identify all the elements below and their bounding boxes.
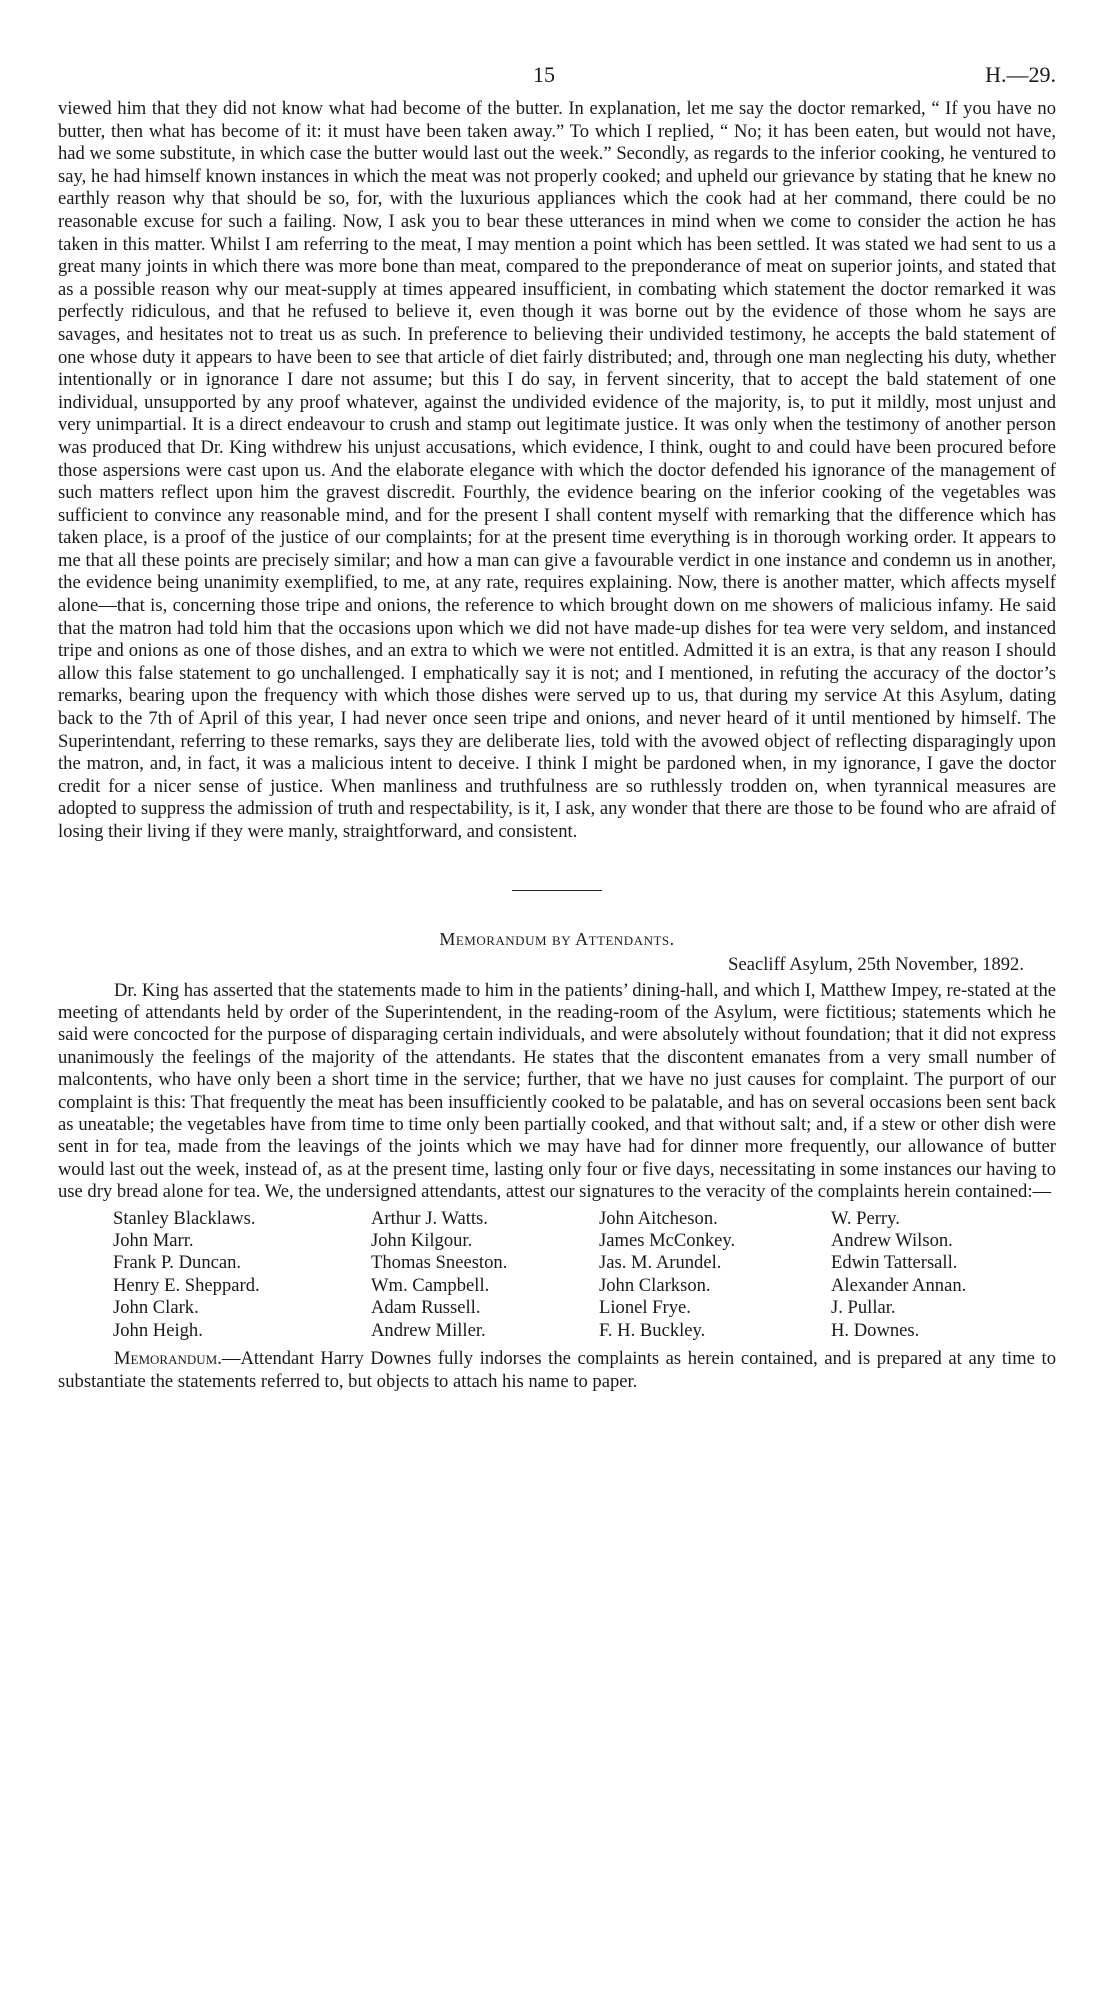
signatory: John Kilgour.	[371, 1230, 473, 1252]
signatory: F. H. Buckley.	[599, 1319, 706, 1341]
signatories-column	[831, 1208, 1051, 1342]
section-divider	[512, 890, 602, 891]
signatory: John Aitcheson.	[599, 1207, 718, 1229]
signatory: J. Pullar.	[831, 1297, 896, 1319]
signatories-table	[113, 1208, 1056, 1342]
signatory: Henry E. Sheppard.	[113, 1274, 260, 1296]
signatory: John Marr.	[113, 1230, 194, 1252]
memorandum-dateline: Seacliff Asylum, 25th November, 1892.	[728, 953, 1024, 975]
memorandum-title: Memorandum by Attendants.	[439, 928, 675, 949]
signatories-column	[599, 1208, 831, 1342]
signatory: Jas. M. Arundel.	[599, 1252, 722, 1274]
signatory: Wm. Campbell.	[371, 1274, 490, 1296]
signatory: James McConkey.	[599, 1230, 736, 1252]
signatory: H. Downes.	[831, 1319, 920, 1341]
signatory: Adam Russell.	[371, 1297, 481, 1319]
second-memorandum-text: —Attendant Harry Downes fully indorses the complaints as herein contained, and is prepared at any time to substantiate the statements referred to, but objects to attach his name to paper.	[58, 1348, 1056, 1392]
signatories-column	[113, 1208, 371, 1342]
signatory: Thomas Sneeston.	[371, 1252, 508, 1274]
signatory: Alexander Annan.	[831, 1274, 967, 1296]
memorandum-body: Dr. King has asserted that the statements made to him in the patients’ dining-hall, and which I, Matthew Impey, re-stated at the meeting of attendants held by order of the Superintendent, in the reading-room of the Asylum, were fictitious; statements which he said were concocted for the purpose of disparaging certain individuals, and were absolutely without foundation; that it did not express unanimously the feelings of the majority of the attendants. He states that the discontent emanates from a very small number of malcontents, who have only been a short time in the service; further, that we have no just causes for complaint. The purport of our complaint is this: That frequently the meat has been insufficiently cooked to be palatable, and has on several occasions been sent back as uneatable; the vegetables have from time to time only been partially cooked, and that without salt; and, if a stew or other dish were sent in for tea, made from the leavings of the joints which we may have had for dinner more frequently, our allowance of butter would last out the week, instead of, as at the present time, lasting only four or five days, necessitating in some instances our having to use dry bread alone for tea. We, the undersigned attendants, attest our signatures to the veracity of the complaints herein contained:—	[58, 979, 1056, 1203]
second-memorandum-label: Memorandum.	[114, 1348, 222, 1370]
page-header	[58, 58, 1056, 98]
continuation-paragraph: viewed him that they did not know what had become of the butter. In explanation, let me say the doctor remarked, “ If you have no butter, then what has become of it: it must have been taken away.” To which I replied, “ No; it has been eaten, but would not have, had we some substitute, in which case the butter would last out the week.” Secondly, as regards to the inferior cooking, he ventured to say, he had himself known instances in which the meat was not properly cooked; and upheld our grievance by stating that he knew no earthly reason why that should be so, for, with the luxurious appliances which the cook had at her command, there could be no reasonable excuse for such a failing. Now, I ask you to bear these utterances in mind when we come to consider the action he has taken in this matter. Whilst I am referring to the meat, I may mention a point which has been settled. It was stated we had sent to us a great many joints in which there was more bone than meat, compared to the preponderance of meat on superior joints, and stated that as a possible reason why our meat-supply at times appeared insufficient, in combating which statement the doctor remarked it was perfectly ridiculous, and that he refused to believe it, even though it was borne out by the evidence of those whom he says are savages, and hesitates not to treat us as such. In preference to believing their undivided testimony, he accepts the bald statement of one whose duty it appears to have been to see that article of diet fairly distributed; and, through one man neglecting his duty, whether intentionally or in ignorance I dare not assume; but this I do say, in fervent sincerity, that to accept the bald statement of one individual, unsupported by any proof whatever, against the undivided evidence of the majority, is, to put it mildly, most unjust and very unimpartial. It is a direct endeavour to crush and stamp out legitimate justice. It was only when the testimony of another person was produced that Dr. King withdrew his unjust accusations, which evidence, I think, ought to and could have been procured before those aspersions were cast upon us. And the elaborate elegance with which the doctor defended his ignorance of the management of such matters reflect upon him the gravest discredit. Fourthly, the evidence bearing on the inferior cooking of the vegetables was sufficient to convince any reasonable mind, and for the present I shall content myself with remarking that the difference which has taken place, is a proof of the justice of our complaints; for at the present time everything is in thorough working order. It appears to me that all these points are precisely similar; and how a man can give a favourable verdict in one instance and condemn us in another, the evidence being unanimity exemplified, to me, at any rate, requires explaining. Now, there is another matter, which affects myself alone—that is, concerning those tripe and onions, the reference to which brought down on me showers of malicious infamy. He said that the matron had told him that the occasions upon which we did not have made-up dishes for tea were very seldom, and instanced tripe and onions as one of those dishes, and an extra to which we were not entitled. Admitted it is an extra, is that any reason I should allow this false statement to go unchallenged. I emphatically say it is not; and I mentioned, in refuting the accuracy of the doctor’s remarks, bearing upon the frequency with which those dishes were served up to us, that during my service At this Asylum, dating back to the 7th of April of this year, I had never once seen tripe and onions, and never heard of it until mentioned by himself. The Superintendant, referring to these remarks, says they are deliberate lies, told with the avowed object of reflecting disparagingly upon the matron, and, in fact, it was a malicious intent to deceive. I think I might be pardoned when, in my ignorance, I gave the doctor credit for a nicer sense of justice. When manliness and truthfulness are so ruthlessly trodden on, when tyrannical measures are adopted to suppress the admission of truth and respectability, is it, I ask, any wonder that there are those to be found who are afraid of losing their living if they were manly, straightforward, and consistent.	[58, 98, 1056, 842]
signatory: W. Perry.	[831, 1207, 900, 1229]
signatory: Andrew Wilson.	[831, 1230, 953, 1252]
document-page	[58, 58, 1056, 1393]
signatory: Arthur J. Watts.	[371, 1207, 488, 1229]
signatory: Edwin Tattersall.	[831, 1252, 958, 1274]
signatory: John Heigh.	[113, 1319, 203, 1341]
signatory: John Clarkson.	[599, 1274, 711, 1296]
signatory: Andrew Miller.	[371, 1319, 486, 1341]
page-number: 15	[533, 62, 555, 87]
signatory: Lionel Frye.	[599, 1297, 691, 1319]
document-reference: H.—29.	[985, 62, 1056, 87]
signatory: Stanley Blacklaws.	[113, 1207, 256, 1229]
signatories-column	[371, 1208, 599, 1342]
signatory: John Clark.	[113, 1297, 199, 1319]
second-memorandum	[58, 1348, 1056, 1393]
signatory: Frank P. Duncan.	[113, 1252, 242, 1274]
